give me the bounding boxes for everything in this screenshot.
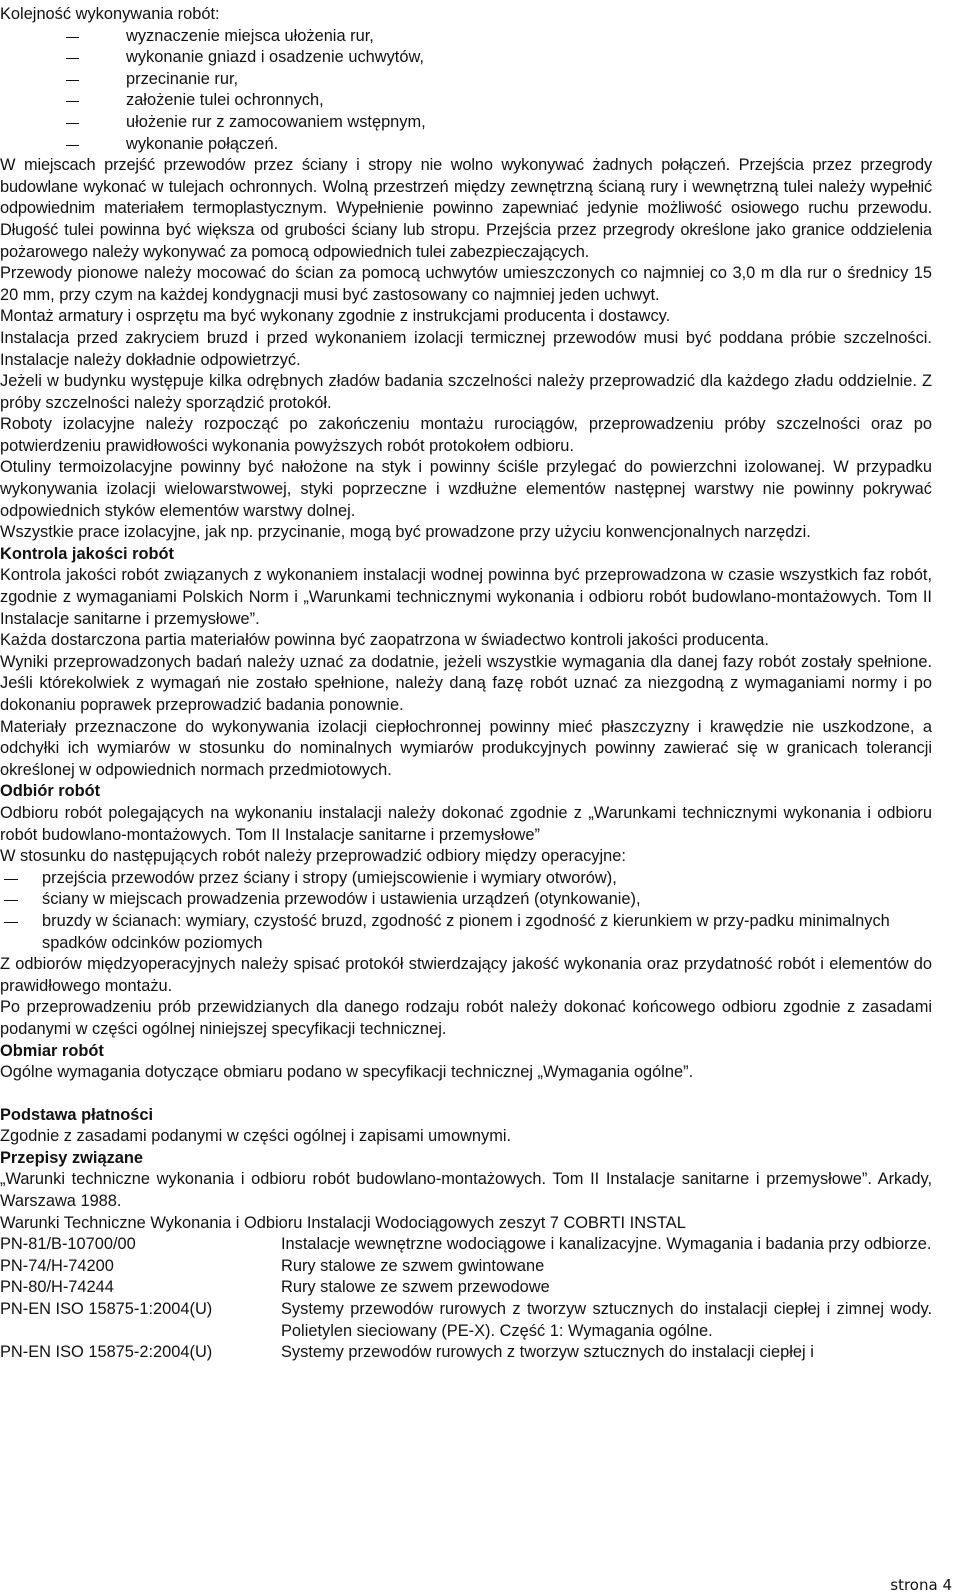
paragraph: W stosunku do następujących robót należy przeprowadzić odbiory między operacyjne: xyxy=(0,847,626,866)
section-heading-regulations: Przepisy związane xyxy=(0,1148,144,1167)
paragraph: W miejscach przejść przewodów przez ściany i stropy nie wolno wykonywać żadnych połączeń. Przejścia przez przegrody budowlane wykonać w tulejach ochronnych. Wolną przestrzeń między zewnętrzną ścianą rury i wewnętrzną tulei należy wypełnić odpowiednim materiałem termoplastycznym. Wypełnienie powinno zapewniać jedynie możliwość osiowego ruchu przewodu. Długość tulei powinna być większa od grubości ściany lub stropu. Przejścia przez przegrody określone jako granice oddzielenia pożarowego należy wykonywać za pomocą odpowiednich tulei zabezpieczających. xyxy=(0,156,932,261)
table-row xyxy=(0,1256,932,1278)
list-item: ułożenie rur z zamocowaniem wstępnym, xyxy=(0,112,932,134)
paragraph: Z odbiorów międzyoperacyjnych należy spisać protokół stwierdzający jakość wykonania oraz przydatność robót i elementów do prawidłowego montażu. xyxy=(0,955,932,995)
paragraph: Roboty izolacyjne należy rozpocząć po zakończeniu montażu rurociągów, przeprowadzeniu próby szczelności oraz po potwierdzeniu prawidłowości wykonania powyższych robót protokołem odbioru. xyxy=(0,415,932,455)
list-item: przejścia przewodów przez ściany i stropy (umiejscowienie i wymiary otworów), xyxy=(0,868,932,890)
paragraph: Instalacja przed zakryciem bruzd i przed wykonaniem izolacji termicznej przewodów musi być poddana próbie szczelności. Instalacje należy dokładnie odpowietrzyć. xyxy=(0,328,932,369)
norm-code: PN-EN ISO 15875-2:2004(U) xyxy=(0,1343,213,1362)
paragraph: Wszystkie prace izolacyjne, jak np. przycinanie, mogą być prowadzone przy użyciu konwencjonalnych narzędzi. xyxy=(0,523,811,542)
spacer xyxy=(0,1084,932,1105)
paragraph: Ogólne wymagania dotyczące obmiaru podano w specyfikacji technicznej „Wymagania ogólne”. xyxy=(0,1063,694,1082)
paragraph: Otuliny termoizolacyjne powinny być nałożone na styk i powinny ściśle przylegać do powierzchni izolowanej. W przypadku wykonywania izolacji wielowarstwowej, styki poprzeczne i wzdłużne elementów następnej warstwy nie powinny pokrywać odpowiednich styków elementów warstwy dolnej. xyxy=(0,458,932,520)
list-item: ściany w miejscach prowadzenia przewodów i ustawienia urządzeń (otynkowanie), xyxy=(0,889,932,911)
list-item: bruzdy w ścianach: wymiary, czystość bruzd, zgodność z pionem i zgodność z kierunkiem w przy-padku minimalnych spadków odcinków poziomych xyxy=(0,911,932,954)
table-row xyxy=(0,1277,932,1299)
works-order-list xyxy=(0,26,932,156)
list-item: wykonanie połączeń. xyxy=(0,134,932,156)
norm-code: PN-EN ISO 15875-1:2004(U) xyxy=(0,1300,213,1319)
works-order-title: Kolejność wykonywania robót: xyxy=(0,5,220,23)
section-heading-acceptance: Odbiór robót xyxy=(0,782,101,801)
list-item: założenie tulei ochronnych, xyxy=(0,90,932,112)
section-heading-quality: Kontrola jakości robót xyxy=(0,544,174,563)
norm-title: Rury stalowe ze szwem gwintowane xyxy=(281,1256,545,1275)
section-heading-payment: Podstawa płatności xyxy=(0,1105,154,1124)
paragraph: Po przeprowadzeniu prób przewidzianych dla danego rodzaju robót należy dokonać końcowego odbioru zgodnie z zasadami podanymi w części ogólnej niniejszej specyfikacji technicznej. xyxy=(0,998,932,1038)
paragraph: Materiały przeznaczone do wykonywania izolacji ciepłochronnej powinny mieć płaszczyzny i krawędzie nie uszkodzone, a odchyłki ich wymiarów w stosunku do nominalnych wymiarów produkcyjnych powinny zawierać się w granicach tolerancji określonej w odpowiednich normach przedmiotowych. xyxy=(0,717,932,779)
table-row xyxy=(0,1342,932,1364)
paragraph: Przewody pionowe należy mocować do ścian za pomocą uchwytów umieszczonych co najmniej co 3,0 m dla rur o średnicy 15 20 mm, przy czym na każdej kondygnacji musi być zastosowany co najmniej jeden uchwyt. xyxy=(0,264,932,304)
table-row xyxy=(0,1234,932,1256)
table-row xyxy=(0,1299,932,1342)
norm-title: Instalacje wewnętrzne wodociągowe i kanalizacyjne. Wymagania i badania przy odbiorze. xyxy=(281,1235,932,1254)
norm-code: PN-80/H-74244 xyxy=(0,1278,114,1297)
section-heading-measurement: Obmiar robót xyxy=(0,1041,104,1060)
paragraph: Kontrola jakości robót związanych z wykonaniem instalacji wodnej powinna być przeprowadzona w czasie wszystkich faz robót, zgodnie z wymaganiami Polskich Norm i „Warunkami technicznymi wykonania i odbioru robót budowlano-montażowych. Tom II Instalacje sanitarne i przemysłowe”. xyxy=(0,566,932,628)
document-body xyxy=(0,4,932,1364)
list-item: wykonanie gniazd i osadzenie uchwytów, xyxy=(0,47,932,69)
norm-title: Rury stalowe ze szwem przewodowe xyxy=(281,1278,550,1297)
acceptance-list xyxy=(0,868,932,954)
norm-title: Systemy przewodów rurowych z tworzyw sztucznych do instalacji ciepłej i zimnej wody. Polietylen sieciowany (PE-X). Część 1: Wymagania ogólne. xyxy=(281,1300,932,1340)
page-number: strona 4 xyxy=(890,1576,952,1594)
paragraph: Jeżeli w budynku występuje kilka odrębnych zładów badania szczelności należy przeprowadzić dla każdego zładu oddzielnie. Z próby szczelności należy sporządzić protokół. xyxy=(0,372,932,412)
paragraph: Odbioru robót polegających na wykonaniu instalacji należy dokonać zgodnie z „Warunkami technicznymi wykonania i odbioru robót budowlano-montażowych. Tom II Instalacje sanitarne i przemysłowe” xyxy=(0,803,932,844)
norms-table xyxy=(0,1234,932,1364)
norm-code: PN-74/H-74200 xyxy=(0,1256,114,1275)
paragraph: Warunki Techniczne Wykonania i Odbioru Instalacji Wodociągowych zeszyt 7 COBRTI INSTAL xyxy=(0,1213,686,1232)
paragraph: Montaż armatury i osprzętu ma być wykonany zgodnie z instrukcjami producenta i dostawcy. xyxy=(0,307,671,326)
list-item: wyznaczenie miejsca ułożenia rur, xyxy=(0,26,932,48)
paragraph: Zgodnie z zasadami podanymi w części ogólnej i zapisami umownymi. xyxy=(0,1127,512,1146)
list-item: przecinanie rur, xyxy=(0,69,932,91)
norm-title: Systemy przewodów rurowych z tworzyw sztucznych do instalacji ciepłej i xyxy=(281,1343,814,1362)
norm-code: PN-81/B-10700/00 xyxy=(0,1235,136,1254)
paragraph: Każda dostarczona partia materiałów powinna być zaopatrzona w świadectwo kontroli jakości producenta. xyxy=(0,631,769,650)
paragraph: Wyniki przeprowadzonych badań należy uznać za dodatnie, jeżeli wszystkie wymagania dla danej fazy robót zostały spełnione. Jeśli którekolwiek z wymagań nie zostało spełnione, należy daną fazę robót uznać za niezgodną z wymaganiami normy i po dokonaniu poprawek przeprowadzić badania ponownie. xyxy=(0,652,932,714)
paragraph: „Warunki techniczne wykonania i odbioru robót budowlano-montażowych. Tom II Instalacje sanitarne i przemysłowe”. Arkady, Warszawa 1988. xyxy=(0,1170,932,1211)
